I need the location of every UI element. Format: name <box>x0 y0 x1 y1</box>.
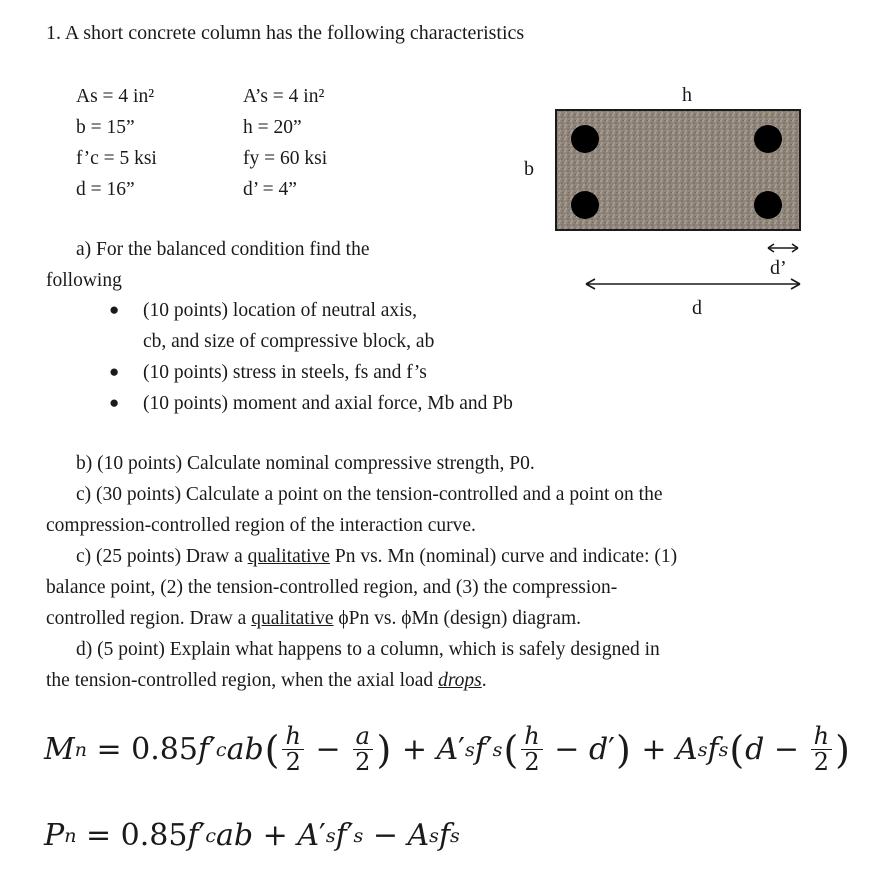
part-a-intro-line2: following <box>46 270 122 291</box>
part-a-intro-line1: a) For the balanced condition find the <box>76 239 370 260</box>
prop-d-prime: d’ = 4” <box>243 179 297 200</box>
bullet-1-line1: (10 points) location of neutral axis, <box>143 300 418 321</box>
bullet-2-line1: (10 points) stress in steels, fs and f’s <box>143 362 427 383</box>
rebar-top-left <box>571 125 599 153</box>
label-d: d <box>692 297 702 318</box>
prop-fc: f’c = 5 ksi <box>76 148 157 169</box>
part-d-line1: d) (5 point) Explain what happens to a column, which is safely designed in <box>76 639 660 660</box>
label-h: h <box>682 84 692 106</box>
bullet-item-1 <box>109 300 418 322</box>
part-c2-line3: controlled region. Draw a qualitative ϕPn vs. ϕMn (design) diagram. <box>46 608 581 629</box>
prop-fy: fy = 60 ksi <box>243 148 328 169</box>
bullet-dot: ● <box>109 393 120 412</box>
bullet-3-line1: (10 points) moment and axial force, Mb and Pb <box>143 393 513 414</box>
part-c2-line2: balance point, (2) the tension-controlled region, and (3) the compression- <box>46 577 618 598</box>
part-c1-line2: compression-controlled region of the interaction curve. <box>46 515 476 536</box>
prop-as-prime: A’s = 4 in² <box>243 86 325 107</box>
prop-h: h = 20” <box>243 117 302 138</box>
prop-as: As = 4 in² <box>76 86 155 107</box>
label-b: b <box>524 158 534 180</box>
prop-b: b = 15” <box>76 117 135 138</box>
part-d-line2: the tension-controlled region, when the axial load drops. <box>46 670 487 691</box>
prop-d: d = 16” <box>76 179 135 200</box>
column-section-diagram <box>510 78 820 318</box>
rebar-bottom-left <box>571 191 599 219</box>
problem-title: 1. A short concrete column has the following characteristics <box>46 22 525 44</box>
equation-pn: P n = 0.85 f ′ c ab + A ′ s f ′ s − A s f s <box>44 818 460 853</box>
part-c1-line1: c) (30 points) Calculate a point on the tension-controlled and a point on the <box>76 484 663 505</box>
rebar-top-right <box>754 125 782 153</box>
bullet-item-2 <box>109 362 427 384</box>
bullet-dot: ● <box>109 300 120 319</box>
underline-qualitative-2: qualitative <box>251 608 334 629</box>
rebar-bottom-right <box>754 191 782 219</box>
underline-qualitative: qualitative <box>247 546 330 567</box>
bullet-item-1-cont: cb, and size of compressive block, ab <box>143 331 435 352</box>
bullet-dot: ● <box>109 362 120 381</box>
part-b-text: b) (10 points) Calculate nominal compressive strength, P0. <box>76 453 535 474</box>
emphasis-drops: drops <box>438 670 482 691</box>
equation-mn: M n = 0.85 f ′ c ab ( $\frac{h}{2}$ − $\frac{a}{2}$ ) + A ′ s f ′ s ( $\frac{h}{2}$ − d ′ ) + A s f s ( d − $\frac{h}{2}$ ) <box>44 722 850 777</box>
part-c2-line1: c) (25 points) Draw a qualitative Pn vs. Mn (nominal) curve and indicate: (1) <box>76 546 678 567</box>
label-d-prime: d’ <box>770 257 787 279</box>
bullet-item-3 <box>109 393 513 415</box>
